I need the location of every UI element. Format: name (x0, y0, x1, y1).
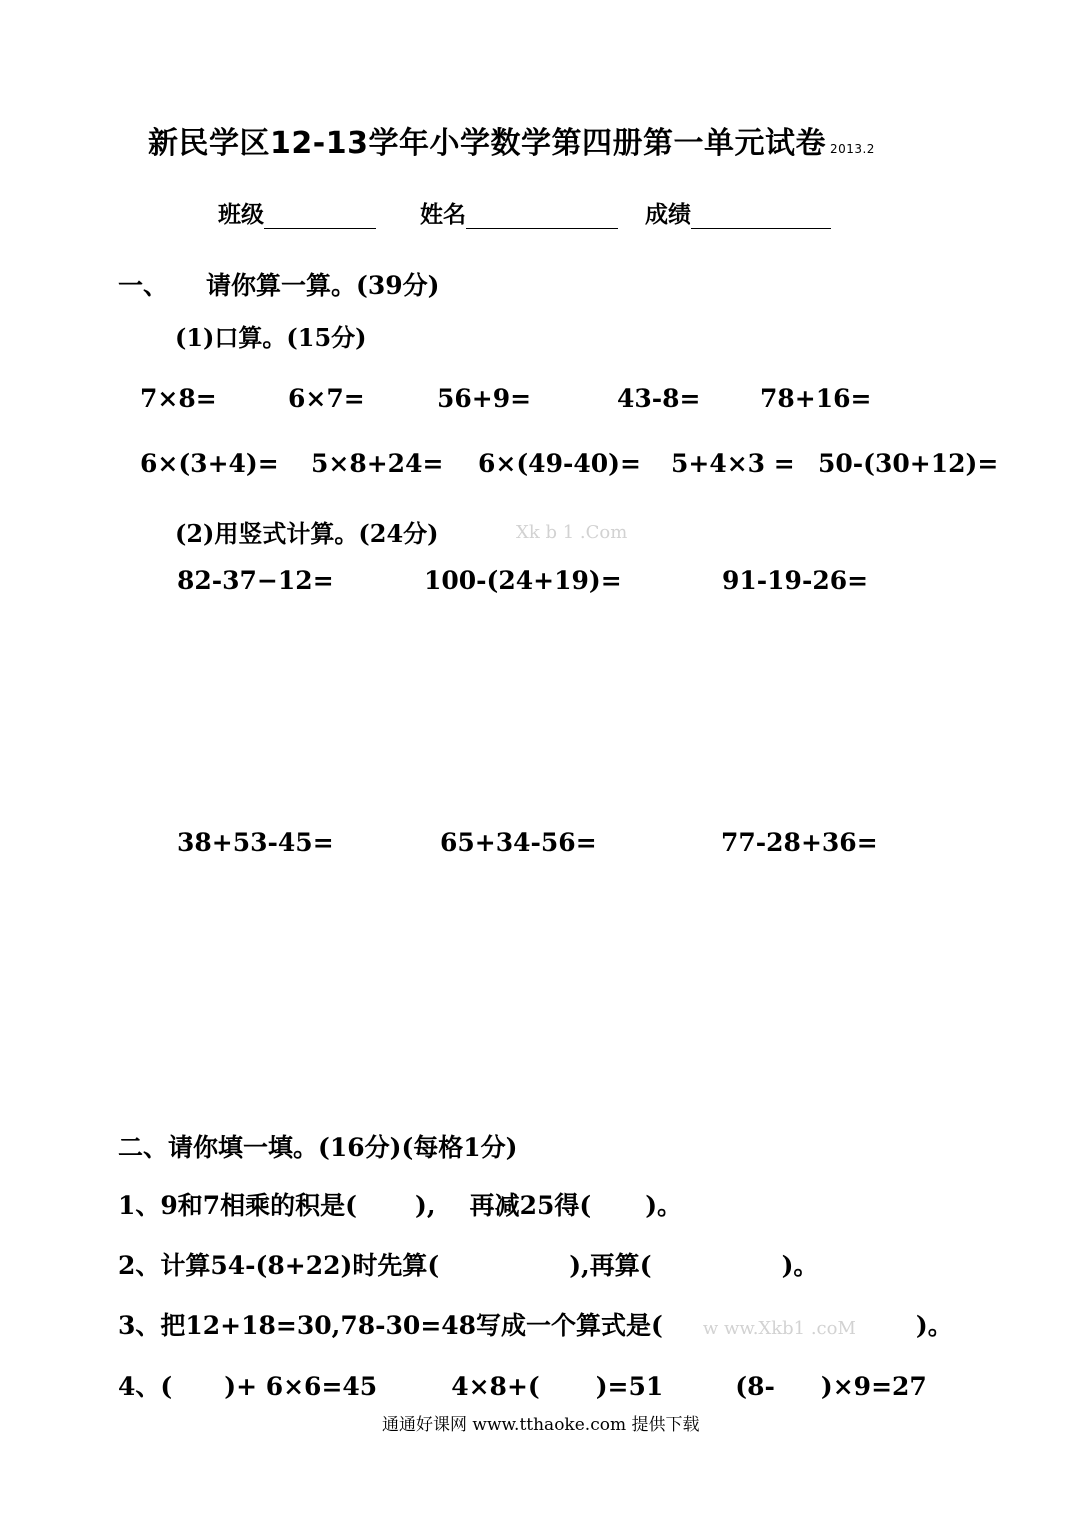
score-blank[interactable] (691, 202, 831, 229)
q2-text-c: )。 (781, 1251, 819, 1280)
fill-question-1 (118, 1186, 682, 1222)
name-blank[interactable] (466, 202, 618, 229)
q1-text-a: 1、9和7相乘的积是( (118, 1191, 358, 1220)
problem-item: 77-28+36= (721, 828, 878, 857)
part2-label: (2)用竖式计算。(24分) (175, 519, 439, 548)
problem-item: 78+16= (760, 384, 872, 413)
class-field (218, 196, 376, 229)
class-label: 班级 (218, 201, 264, 228)
page-title (148, 118, 875, 162)
q2-text-a: 2、计算54-(8+22)时先算( (118, 1251, 440, 1280)
q4-text-d: )=51 (595, 1372, 664, 1401)
title-text: 新民学区12-13学年小学数学第四册第一单元试卷 (148, 126, 826, 161)
problem-item: 82-37−12= (177, 566, 334, 595)
q1-text-b: ), (415, 1191, 436, 1220)
problem-item: 56+9= (437, 384, 532, 413)
exam-date: 2013.2 (829, 142, 875, 156)
problem-item: 6×(49-40)= (478, 449, 641, 478)
name-field (420, 196, 618, 229)
watermark-text: w ww.Xkb1 .coM (702, 1318, 856, 1339)
q4-text-e: (8- (735, 1372, 775, 1401)
q4-text-c: 4×8+( (451, 1372, 540, 1401)
q2-text-b: ),再算( (569, 1251, 652, 1280)
problem-item: 91-19-26= (722, 566, 869, 595)
q3-text-a: 3、把12+18=30,78-30=48写成一个算式是( (118, 1311, 663, 1340)
class-blank[interactable] (264, 202, 376, 229)
part1-label: (1)口算。(15分) (175, 323, 367, 352)
problem-item: 7×8= (140, 384, 217, 413)
q4-text-a: 4、( (118, 1372, 173, 1401)
fill-question-2 (118, 1246, 818, 1282)
watermark-text: Xk b 1 .Com (516, 522, 628, 543)
fill-question-4 (118, 1367, 927, 1403)
q1-text-c: 再减25得( (469, 1191, 592, 1220)
q4-text-f: )×9=27 (820, 1372, 927, 1401)
section1-heading: 请你算一算。(39分) (206, 271, 440, 300)
name-label: 姓名 (420, 201, 466, 228)
problem-item: 100-(24+19)= (424, 566, 622, 595)
footer-text: 通通好课网 www.tthaoke.com 提供下载 (382, 1415, 700, 1435)
problem-item: 50-(30+12)= (818, 449, 999, 478)
fill-question-3 (118, 1306, 953, 1342)
problem-item: 38+53-45= (177, 828, 334, 857)
problem-item: 6×7= (288, 384, 365, 413)
q4-text-b: )+ 6×6=45 (224, 1372, 378, 1401)
problem-item: 65+34-56= (440, 828, 597, 857)
problem-item: 6×(3+4)= (140, 449, 279, 478)
section2-heading: 二、请你填一填。(16分)(每格1分) (118, 1133, 518, 1162)
section1-heading-num: 一、 (118, 271, 169, 300)
q3-text-b: )。 (915, 1311, 953, 1340)
problem-item: 5×8+24= (311, 449, 444, 478)
problem-item: 43-8= (617, 384, 701, 413)
score-field (645, 196, 831, 229)
q1-text-d: )。 (645, 1191, 683, 1220)
problem-item: 5+4×3 = (671, 449, 795, 478)
score-label: 成绩 (645, 201, 691, 228)
